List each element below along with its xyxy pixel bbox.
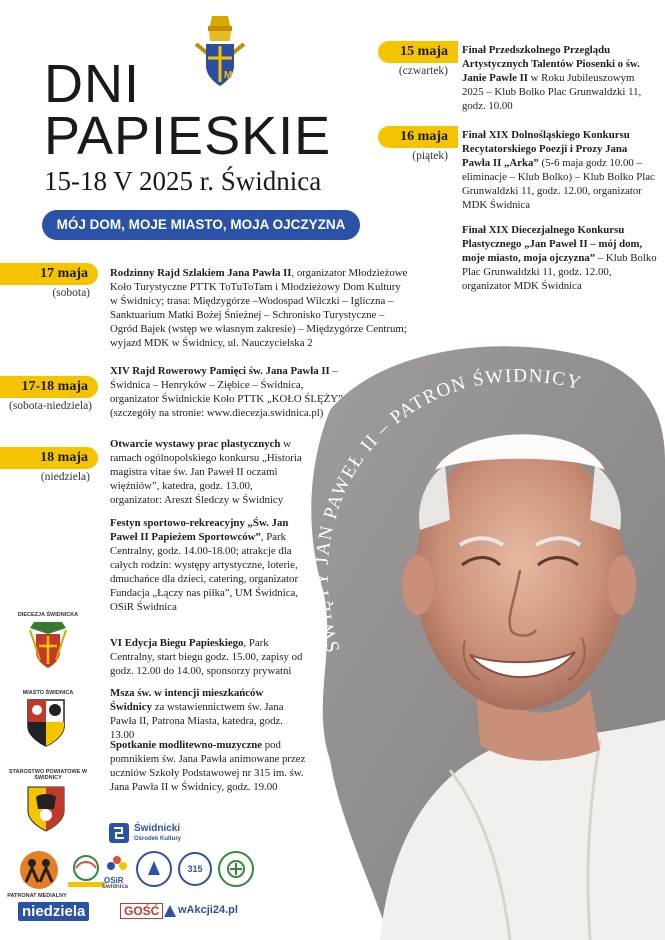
event-17-desc: , organizator Młodzieżowe Koło Turystyczne PTTK ToTuToTam i Młodzieżowy Dom Kultury w Świdnicy; trasa: Międzygórze –Wodospad Wilczki – Igliczna – Sanktuarium Matki Bożej Śnieżnej – Schronisko Turystyczne – Ogród Bajek (wstęp we własnym zakresie) – Międzygórze Centrum; wyjazd MDK w Świdnicy, ul. Nauczycielska 2: [110, 267, 408, 349]
sp315-logo: [178, 852, 212, 886]
event-18-4: [110, 686, 305, 742]
event-17-title: Rodzinny Rajd Szlakiem Jana Pawła II: [110, 267, 292, 279]
event-18-5: [110, 738, 310, 794]
weekday-15: (czwartek): [398, 65, 448, 77]
miasto-crest-icon: [26, 698, 66, 748]
diecezja-crest-icon: [26, 620, 70, 670]
miasto-label: MIASTO ŚWIDNICA: [22, 690, 74, 696]
event-15-desc: w Roku Jubileuszowym 2025 – Klub Bolko Plac Grunwaldzki 11, godz. 10.00: [462, 72, 642, 112]
event-18-3: [110, 636, 310, 678]
osir-logo-line2: Świdnica: [102, 884, 129, 890]
svg-text:ŚWIĘTY JAN PAWEŁ II – PATRON Ś: [312, 365, 585, 655]
title-line-2: PAPIESKIE: [44, 106, 332, 166]
weekday-16: (piątek): [412, 150, 448, 162]
event-16a-title: Finał XIX Dolnośląskiego Konkursu Recytatorskiego Poezji i Prozy Jana Pawła II „Arka”: [462, 129, 630, 169]
event-18-4-title: Msza św. w intencji mieszkańców Świdnicy: [110, 687, 264, 713]
motto-banner: MÓJ DOM, MOJE MIASTO, MOJA OJCZYZNA: [42, 210, 360, 240]
sp315-number: 315: [187, 864, 203, 874]
starostwo-label: STAROSTWO POWIATOWE W ŚWIDNICY: [8, 769, 88, 781]
diecezja-label: DIECEZJA ŚWIDNICKA: [17, 612, 79, 618]
event-18-4-desc: za wstawiennictwem św. Jana Pawła II, Patrona Miasta, katedra, godz. 13.00: [110, 701, 284, 741]
event-18-1: [110, 437, 305, 507]
event-18-1-desc: w ramach ogólnopolskiego konkursu „Historia magistra vitae św. Jan Paweł II oczami więźniów”, katedra, godz. 13.00, organizator: Areszt Śledczy w Świdnicy: [110, 438, 302, 506]
date-pill-18: 18 maja: [0, 447, 98, 469]
school-emblem-icon: [138, 853, 170, 885]
wakcji-logo: wAkcji24.pl: [178, 904, 238, 916]
event-18-3-desc: , Park Centralny, start biegu godz. 15.00, zapisy od godz. 12.00 do 14.00, sponsorzy prywatni: [110, 637, 303, 677]
event-16b: [462, 223, 657, 293]
osir-logo-icon: [104, 851, 130, 877]
weekday-1718: (sobota-niedziela): [8, 400, 92, 412]
event-16b-title: Finał XIX Diecezjalnego Konkursu Plastycznego „Jan Paweł II – mój dom, moje miasto, moja ojczyzna”: [462, 224, 643, 264]
patronat-label: PATRONAT MEDIALNY: [7, 893, 67, 899]
event-16a: [462, 128, 657, 212]
patron-arc-text: [300, 330, 665, 730]
sok-logo-line2: Ośrodek Kultury: [134, 836, 182, 842]
title-block: [44, 54, 374, 198]
subtitle: 15-18 V 2025 r. Świdnica: [44, 166, 322, 196]
niedziela-logo: niedziela: [18, 902, 89, 921]
sok-logo-line1: Świdnicki: [134, 823, 181, 834]
weekday-18: (niedziela): [40, 471, 90, 483]
event-15: [462, 43, 657, 113]
event-18-1-title: Otwarcie wystawy prac plastycznych: [110, 438, 281, 450]
event-16b-desc: – Klub Bolko Plac Grunwaldzki 11, godz. 12.00, organizator MDK Świdnica: [462, 252, 657, 292]
arc-text-path: ŚWIĘTY JAN PAWEŁ II – PATRON ŚWIDNICY: [311, 365, 585, 655]
title-line-1: DNI: [44, 54, 140, 114]
event-15-title: Finał Przedszkolnego Przeglądu Artystycznych Talentów Piosenki o św. Janie Pawle II: [462, 44, 640, 84]
gosc-logo: GOŚĆ: [120, 903, 163, 919]
event-16a-desc: (5-6 maja godz 10.00 – eliminacje – Klub Bolko) – Klub Bolko Plac Grunwaldzki 11, godz. 12.00, organizator MDK Świdnica: [462, 157, 655, 211]
wakcji-logo-icon: [162, 903, 178, 919]
lacznas-pilka-logo-icon: [66, 850, 106, 890]
rzemiosl-emblem-icon: [220, 853, 252, 885]
date-pill-16: 16 maja: [378, 126, 458, 148]
event-18-5-desc: pod pomnikiem św. Jana Pawła animowane przez uczniów Szkoły Podstawowej nr 315 im. św. Jana Pawła II w Świdnicy, godz. 19.00: [110, 739, 306, 793]
school-logo-1: [136, 851, 172, 887]
osir-logo-line1: OSiR: [104, 876, 124, 885]
event-18-2-desc: , Park Centralny, godz. 14.00-18.00; atrakcje dla całych rodzin: występy artystyczne, loterie, dmuchańce dla dzieci, catering, organizator Fundacja „Łączy nas piłka”, UM Świdnica, OSiR Świdnica: [110, 531, 299, 613]
family-logo-icon: [18, 850, 60, 890]
date-pill-17: 17 maja: [0, 263, 98, 285]
svg-text:M: M: [224, 70, 233, 81]
event-18-5-title: Spotkanie modlitewno-muzyczne: [110, 739, 263, 751]
date-pill-15: 15 maja: [378, 41, 458, 63]
event-18-2: [110, 516, 300, 614]
rzemiosl-logo: [218, 851, 254, 887]
event-18-2-title: Festyn sportowo-rekreacyjny „Św. Jan Paweł II Papieżem Sportowców”: [110, 517, 289, 543]
weekday-17: (sobota): [52, 287, 90, 299]
sok-logo-icon: [108, 822, 130, 844]
event-1718-desc: – Świdnica – Henryków – Ziębice – Świdnica, organizator Świdnickie Koło PTTK „KOŁO ŚLĘŻY” (szczegóły na stronie: www.diecezja.swidnica.pl): [110, 365, 343, 419]
starostwo-crest-icon: [26, 785, 66, 833]
event-18-3-title: VI Edycja Biegu Papieskiego: [110, 637, 244, 649]
event-1718: [110, 364, 350, 420]
event-1718-title: XIV Rajd Rowerowy Pamięci św. Jana Pawła II: [110, 365, 330, 377]
date-pill-1718: 17-18 maja: [0, 376, 98, 398]
event-17: [110, 266, 410, 350]
osir-logo: [104, 851, 130, 877]
